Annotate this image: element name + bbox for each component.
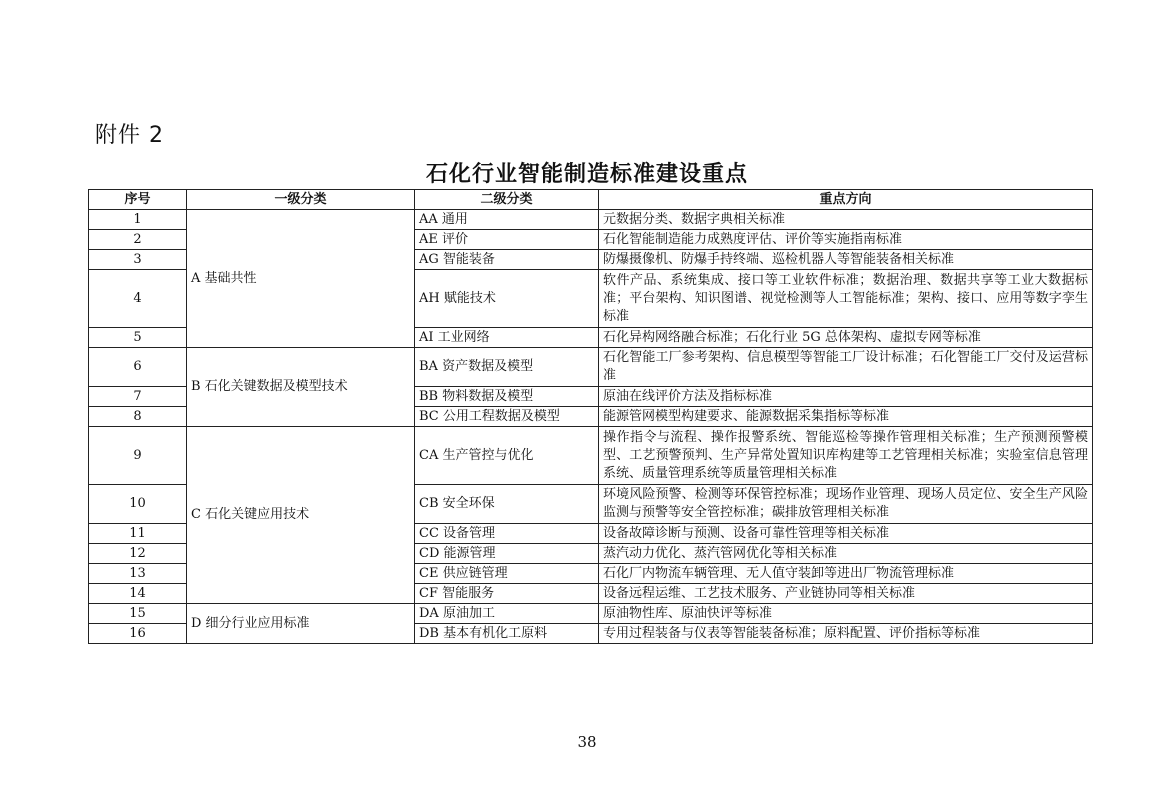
table-row [89, 348, 1093, 387]
focus-direction: 蒸汽动力优化、蒸汽管网优化等相关标准 [599, 544, 1093, 564]
row-number: 15 [89, 604, 187, 624]
focus-direction: 元数据分类、数据字典相关标准 [599, 210, 1093, 230]
header-focus: 重点方向 [599, 190, 1093, 210]
header-level1: 一级分类 [187, 190, 415, 210]
focus-direction: 石化厂内物流车辆管理、无人值守装卸等进出厂物流管理标准 [599, 564, 1093, 584]
row-number: 8 [89, 407, 187, 427]
level2-category: AE 评价 [415, 230, 599, 250]
level2-category: CC 设备管理 [415, 524, 599, 544]
level2-category: CD 能源管理 [415, 544, 599, 564]
level2-category: BA 资产数据及模型 [415, 348, 599, 387]
row-number: 7 [89, 387, 187, 407]
level2-category: CA 生产管控与优化 [415, 427, 599, 485]
table-header-row [89, 190, 1093, 210]
level2-category: CE 供应链管理 [415, 564, 599, 584]
document-title: 石化行业智能制造标准建设重点 [425, 161, 748, 187]
level2-category: AH 赋能技术 [415, 270, 599, 328]
row-number: 2 [89, 230, 187, 250]
row-number: 14 [89, 584, 187, 604]
focus-direction: 环境风险预警、检测等环保管控标准；现场作业管理、现场人员定位、安全生产风险监测与预警等安全管控标准；碳排放管理相关标准 [599, 485, 1093, 524]
table-row [89, 210, 1093, 230]
table-row [89, 604, 1093, 624]
level2-category: DB 基本有机化工原料 [415, 624, 599, 644]
page-number: 38 [577, 733, 597, 751]
level2-category: BC 公用工程数据及模型 [415, 407, 599, 427]
focus-direction: 原油物性库、原油快评等标准 [599, 604, 1093, 624]
level1-category: A 基础共性 [187, 210, 415, 348]
focus-direction: 专用过程装备与仪表等智能装备标准；原料配置、评价指标等标准 [599, 624, 1093, 644]
level2-category: AA 通用 [415, 210, 599, 230]
focus-direction: 设备故障诊断与预测、设备可靠性管理等相关标准 [599, 524, 1093, 544]
attachment-label: 附件 2 [95, 123, 164, 148]
header-level2: 二级分类 [415, 190, 599, 210]
row-number: 16 [89, 624, 187, 644]
row-number: 4 [89, 270, 187, 328]
level2-category: AG 智能装备 [415, 250, 599, 270]
standards-table [88, 189, 1093, 644]
focus-direction: 石化智能工厂参考架构、信息模型等智能工厂设计标准；石化智能工厂交付及运营标准 [599, 348, 1093, 387]
level2-category: CF 智能服务 [415, 584, 599, 604]
row-number: 13 [89, 564, 187, 584]
header-number: 序号 [89, 190, 187, 210]
focus-direction: 原油在线评价方法及指标标准 [599, 387, 1093, 407]
row-number: 10 [89, 485, 187, 524]
row-number: 6 [89, 348, 187, 387]
row-number: 1 [89, 210, 187, 230]
row-number: 12 [89, 544, 187, 564]
focus-direction: 能源管网模型构建要求、能源数据采集指标等标准 [599, 407, 1093, 427]
level1-category: B 石化关键数据及模型技术 [187, 348, 415, 427]
level2-category: BB 物料数据及模型 [415, 387, 599, 407]
focus-direction: 设备远程运维、工艺技术服务、产业链协同等相关标准 [599, 584, 1093, 604]
row-number: 5 [89, 328, 187, 348]
level2-category: CB 安全环保 [415, 485, 599, 524]
level1-category: D 细分行业应用标准 [187, 604, 415, 644]
table-row [89, 427, 1093, 485]
level2-category: DA 原油加工 [415, 604, 599, 624]
focus-direction: 操作指令与流程、操作报警系统、智能巡检等操作管理相关标准；生产预测预警模型、工艺预警预判、生产异常处置知识库构建等工艺管理相关标准；实验室信息管理系统、质量管理系统等质量管理相关标准 [599, 427, 1093, 485]
row-number: 9 [89, 427, 187, 485]
focus-direction: 防爆摄像机、防爆手持终端、巡检机器人等智能装备相关标准 [599, 250, 1093, 270]
focus-direction: 石化异构网络融合标准；石化行业 5G 总体架构、虚拟专网等标准 [599, 328, 1093, 348]
level1-category: C 石化关键应用技术 [187, 427, 415, 604]
row-number: 3 [89, 250, 187, 270]
focus-direction: 软件产品、系统集成、接口等工业软件标准；数据治理、数据共享等工业大数据标准；平台架构、知识图谱、视觉检测等人工智能标准；架构、接口、应用等数字孪生标准 [599, 270, 1093, 328]
focus-direction: 石化智能制造能力成熟度评估、评价等实施指南标准 [599, 230, 1093, 250]
row-number: 11 [89, 524, 187, 544]
level2-category: AI 工业网络 [415, 328, 599, 348]
